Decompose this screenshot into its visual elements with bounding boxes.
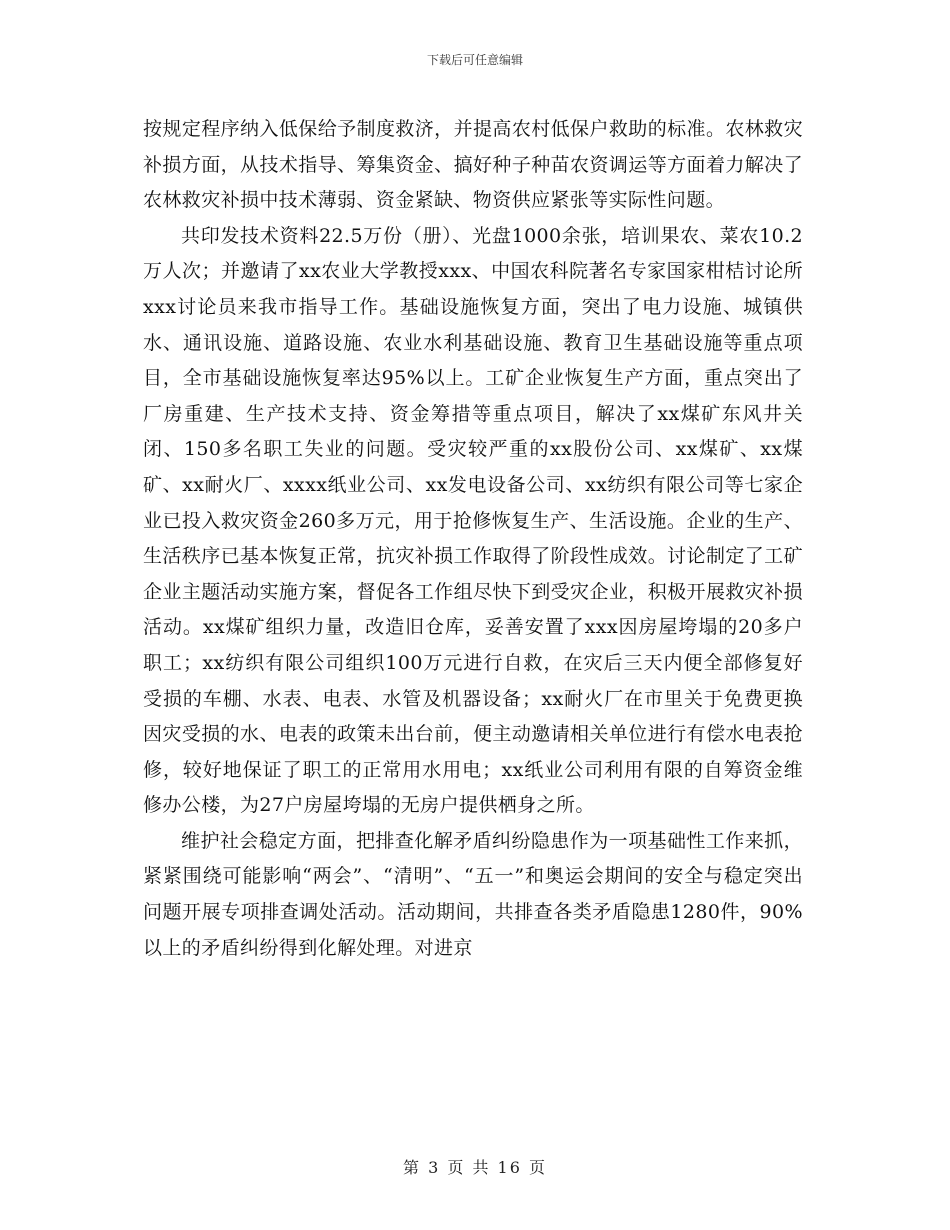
paragraph-3: 维护社会稳定方面，把排查化解矛盾纠纷隐患作为一项基础性工作来抓，紧紧围绕可能影响“两会”、“清明”、“五一”和奥运会期间的安全与稳定突出问题开展专项排查调处活动。活动期间，共排查各类矛盾隐患1280件，90%以上的矛盾纠纷得到化解处理。对进京 <box>143 829 803 959</box>
paragraph-2: 共印发技术资料22.5万份（册）、光盘1000余张，培训果农、菜农10.2万人次；并邀请了xx农业大学教授xxx、中国农科院著名专家国家柑桔讨论所xxx讨论员来我市指导工作。基础设施恢复方面，突出了电力设施、城镇供水、通讯设施、道路设施、农业水利基础设施、教育卫生基础设施等重点项目，全市基础设施恢复率达95%以上。工矿企业恢复生产方面，重点突出了厂房重建、生产技术支持、资金筹措等重点项目，解决了xx煤矿东风井关闭、150多名职工失业的问题。受灾较严重的xx股份公司、xx煤矿、xx煤矿、xx耐火厂、xxxx纸业公司、xx发电设备公司、xx纺织有限公司等七家企业已投入救灾资金260多万元，用于抢修恢复生产、生活设施。企业的生产、生活秩序已基本恢复正常，抗灾补损工作取得了阶段性成效。讨论制定了工矿企业主题活动实施方案，督促各工作组尽快下到受灾企业，积极开展救灾补损活动。xx煤矿组织力量，改造旧仓库，妥善安置了xxx因房屋垮塌的20多户职工；xx纺织有限公司组织100万元进行自救，在灾后三天内便全部修复好受损的车棚、水表、电表、水管及机器设备；xx耐火厂在市里关于免费更换因灾受损的水、电表的政策未出台前，便主动邀请相关单位进行有偿水电表抢修，较好地保证了职工的正常用水用电；xx纸业公司利用有限的自筹资金维修办公楼，为27户房屋垮塌的无房户提供栖身之所。 <box>143 224 803 817</box>
document-body <box>143 112 803 966</box>
paragraph-1: 按规定程序纳入低保给予制度救济，并提高农村低保户救助的标准。农林救灾补损方面，从技术指导、筹集资金、搞好种子种苗农资调运等方面着力解决了农林救灾补损中技术薄弱、资金紧缺、物资供应紧张等实际性问题。 <box>143 118 803 212</box>
page-footer: 第 3 页 共 16 页 <box>403 1158 547 1177</box>
page-header: 下载后可任意编辑 <box>426 53 523 67</box>
